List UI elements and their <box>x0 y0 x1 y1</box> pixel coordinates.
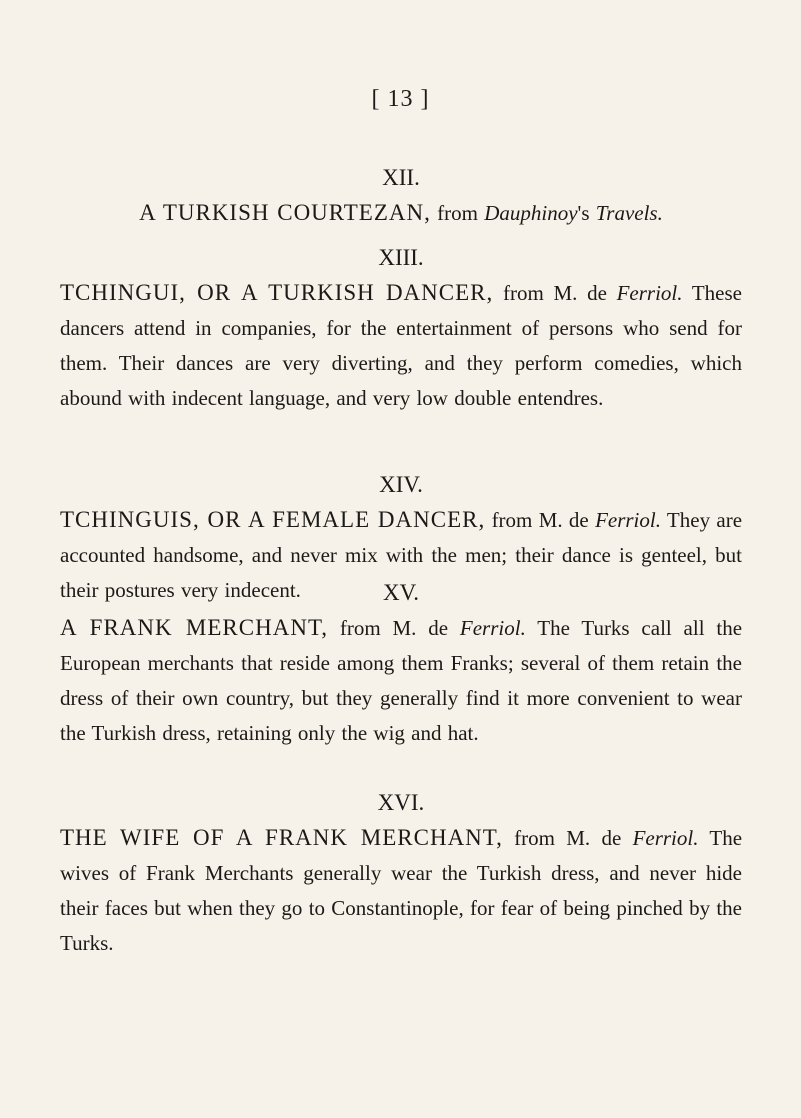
entry-numeral: XV. <box>382 580 419 605</box>
entry-body: They are accounted handsome, and never mix with the men; their dance is genteel, but their postures very indecent. <box>60 508 743 602</box>
entry-source: Ferriol. <box>616 281 683 305</box>
entry-xii <box>60 163 742 231</box>
entry-source-author: Dauphinoy <box>484 201 578 225</box>
entry-heading: THE WIFE OF A FRANK MERCHANT, <box>60 825 503 850</box>
entry-body: The Turks call all the European merchants that reside among them Franks; several of them retain the dress of their own country, but they generally find it more convenient to wear the Turkish dress, retaining only the wig and hat. <box>60 616 743 745</box>
entry-heading: A TURKISH COURTEZAN, <box>139 200 431 225</box>
entry-from: from M. de <box>491 508 589 532</box>
entry-source: Ferriol. <box>459 616 526 640</box>
entry-text <box>60 820 742 961</box>
entry-numeral: XIV. <box>379 472 423 497</box>
entry-heading: TCHINGUIS, OR A FEMALE DANCER, <box>60 507 486 532</box>
entry-text <box>60 275 742 416</box>
entry-body: The wives of Frank Merchants generally wear the Turkish dress, and never hide their faces but when they go to Constantinople, for fear of being pinched by the Turks. <box>60 826 743 955</box>
entry-xiii <box>60 243 742 416</box>
entry-from: from M. de <box>502 281 607 305</box>
entry-source-possessive: 's <box>577 201 590 225</box>
entry-text <box>60 610 742 751</box>
entry-text <box>60 195 742 231</box>
entry-source: Ferriol. <box>632 826 699 850</box>
entry-numeral: XIII. <box>378 245 424 270</box>
entry-xvi <box>60 788 742 961</box>
entry-heading: TCHINGUI, OR A TURKISH DANCER, <box>60 280 494 305</box>
entry-from: from M. de <box>514 826 622 850</box>
entry-xv <box>60 578 742 751</box>
entry-heading: A FRANK MERCHANT, <box>60 615 329 640</box>
entry-body: These dancers attend in companies, for the entertainment of persons who send for them. Their dances are very diverting, and they perform comedies, which abound with indecent language, and very low double entendres. <box>60 281 742 410</box>
entry-numeral: XVI. <box>377 790 425 815</box>
entry-from: from M. de <box>339 616 449 640</box>
entry-source-work: Travels. <box>595 201 663 225</box>
entry-source: Ferriol. <box>595 508 661 532</box>
page-number: [ 13 ] <box>371 86 430 112</box>
entry-from: from <box>437 201 478 225</box>
entry-numeral: XII. <box>382 165 420 190</box>
